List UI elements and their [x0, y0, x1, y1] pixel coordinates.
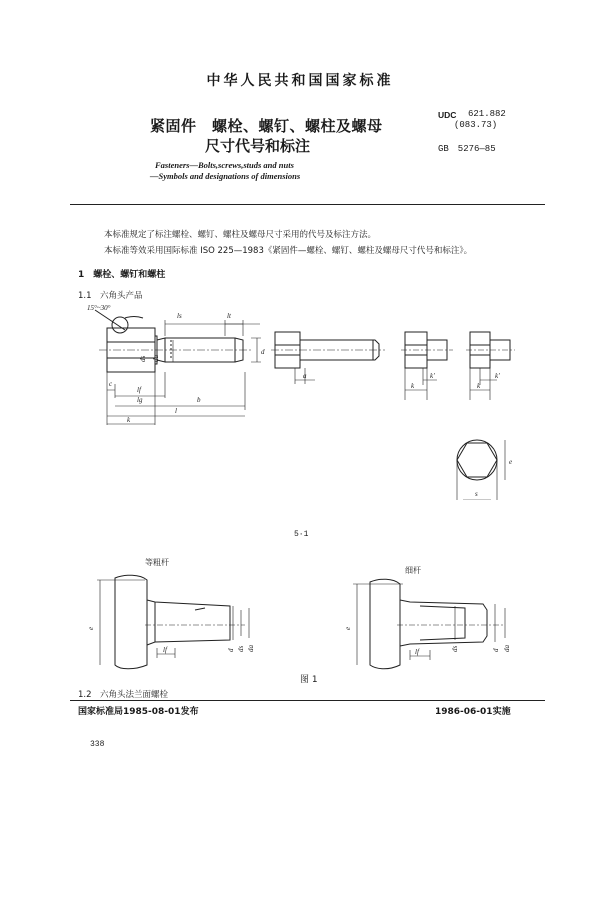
title-line-1: 紧固件 螺栓、螺钉、螺柱及螺母 — [150, 117, 383, 135]
english-title-line-1: Fasteners—Bolts,screws,studs and nuts — [155, 160, 294, 170]
section-1-heading: 1 螺栓、螺钉和螺柱 — [78, 270, 166, 280]
dim-k-1: k — [127, 416, 131, 424]
dim-angle: 15°~30° — [87, 304, 111, 312]
dim-da-right: da — [503, 645, 511, 652]
dim-d-right: d — [492, 648, 500, 652]
dim-lt: lt — [227, 312, 231, 320]
page-number: 338 — [90, 740, 105, 749]
figure-page-marker: 5·1 — [294, 530, 309, 539]
dim-ls: ls — [177, 312, 182, 320]
intro-paragraph-1: 本标准规定了标注螺栓、螺钉、螺柱及螺母尺寸采用的代号及标注方法。 — [104, 230, 377, 240]
dim-ds-left: ds — [237, 645, 245, 652]
publisher-date: 国家标准局1985-08-01发布 — [78, 707, 199, 717]
dim-e: e — [509, 458, 513, 466]
dim-d: d — [261, 348, 265, 356]
gb-number: GB 5276—85 — [438, 144, 496, 154]
subsection-1-2-heading: 1.2 六角头法兰面螺栓 — [78, 690, 169, 700]
shank-comparison-drawings — [85, 570, 545, 680]
right-head — [370, 579, 400, 669]
intro-paragraph-2: 本标准等效采用国际标准 ISO 225—1983《紧固件—螺栓、螺钉、螺柱及螺母尺寸代号和标注》。 — [104, 246, 473, 256]
dim-ds-right: ds — [451, 645, 459, 652]
dim-l: l — [175, 407, 177, 415]
figure-caption: 图 1 — [300, 675, 318, 685]
dim-kprime-2: k' — [495, 372, 500, 380]
dim-k-2: k — [411, 382, 415, 390]
national-standard-heading: 中华人民共和国国家标准 — [206, 73, 394, 89]
dim-k-3: k — [477, 382, 481, 390]
header-rule — [70, 204, 545, 205]
caption-full-shank: 等粗杆 — [145, 558, 169, 567]
left-shank — [147, 600, 230, 645]
dim-ds: ds — [139, 355, 147, 362]
dim-lf-right: lf — [415, 648, 419, 656]
english-title-line-2: —Symbols and designations of dimensions — [150, 171, 301, 181]
udc-code-secondary: (083.73) — [454, 120, 498, 130]
dim-lf: lf — [137, 386, 141, 394]
dim-c: c — [109, 380, 113, 388]
dim-kprime-1: k' — [430, 372, 435, 380]
caption-reduced-shank: 细杆 — [405, 566, 421, 575]
title-line-2: 尺寸代号和标注 — [205, 137, 311, 155]
dim-s: s — [475, 490, 478, 498]
dim-a: a — [303, 372, 307, 380]
dim-d-left: d — [227, 648, 235, 652]
dim-da-left: da — [247, 645, 255, 652]
footer-rule — [70, 700, 545, 701]
dim-e-right: e — [344, 626, 352, 630]
hex-end-view — [457, 440, 505, 500]
hex-head-bolt-drawings — [85, 300, 525, 500]
subsection-1-1-heading: 1.1 六角头产品 — [78, 291, 143, 301]
effective-date: 1986-06-01实施 — [435, 707, 511, 717]
udc-code: 621.882 — [468, 109, 506, 119]
bolt2-shank — [300, 340, 379, 360]
udc-label: UDC — [438, 110, 457, 120]
dim-lf-left: lf — [163, 646, 167, 654]
dim-da: da — [152, 355, 160, 362]
left-head — [115, 575, 147, 669]
dim-lg: lg — [137, 396, 143, 404]
dim-b: b — [197, 396, 201, 404]
dim-e-left: e — [87, 626, 95, 630]
